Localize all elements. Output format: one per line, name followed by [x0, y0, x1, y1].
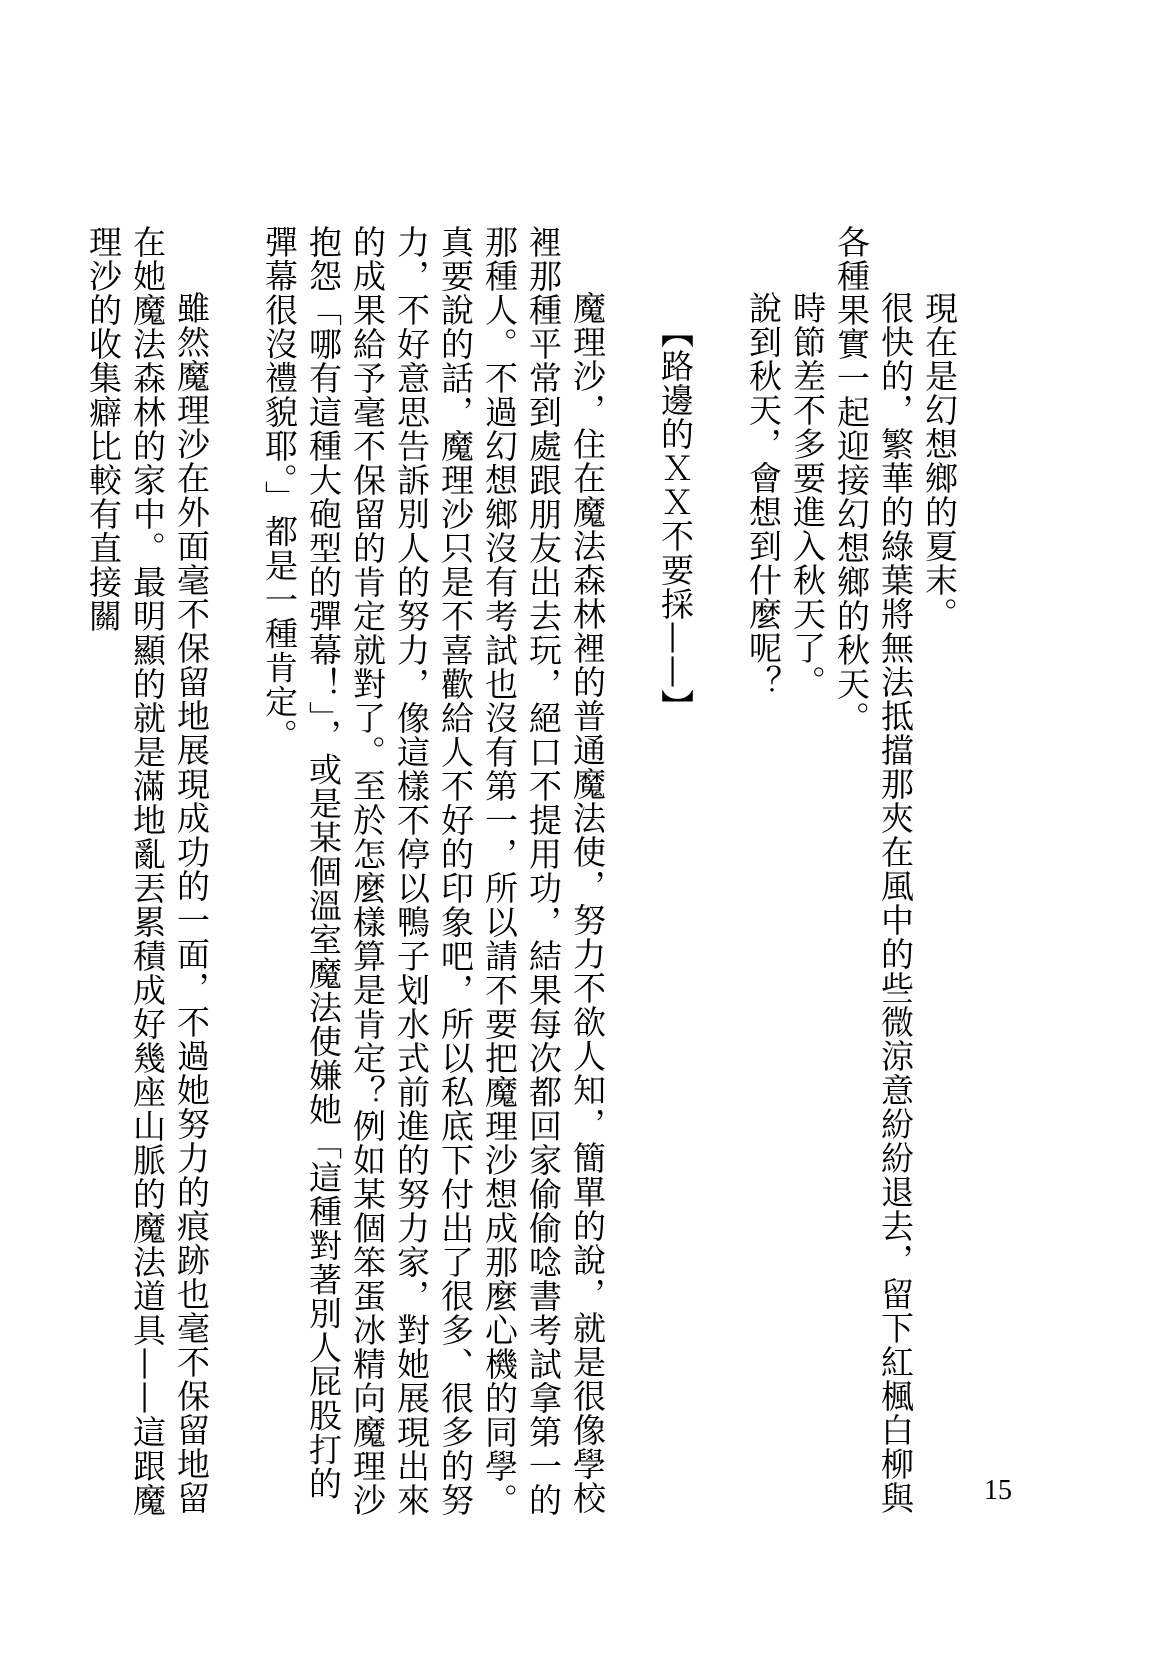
paragraph-summer-end: 現在是幻想鄉的夏末。	[920, 291, 959, 631]
paragraph-marisa-home: 雖然魔理沙在外面毫不保留地展現成功的一面，不過她努力的痕跡也毫不保留地留在她魔法森林的家中。最明顯的就是滿地亂丟累積成好幾座山脈的魔法道具——這跟魔理沙的收集癖比較有直接關	[84, 225, 211, 1517]
section-heading: 【路邊的ＸＸ不要採——】	[656, 315, 695, 723]
page-number: 15	[984, 1475, 1012, 1506]
vertical-text-body	[84, 225, 961, 1525]
paragraph-season-change: 時節差不多要進入秋天了。	[788, 291, 827, 699]
paragraph-autumn-question: 說到秋天，會想到什麼呢？	[744, 291, 783, 699]
paragraph-autumn-approach: 很快的，繁華的綠葉將無法抵擋那夾在風中的些微涼意紛紛退去，留下紅楓白柳與各種果實一起迎接幻想鄉的秋天。	[832, 225, 915, 1515]
paragraph-marisa-intro: 魔理沙，住在魔法森林裡的普通魔法使，努力不欲人知，簡單的說，就是很像學校裡那種平常到處跟朋友出去玩，絕口不提用功，結果每次都回家偷偷唸書考試拿第一的那種人。不過幻想鄉沒有考試也沒有第一，所以請不要把魔理沙想成那麼心機的同學。真要說的話，魔理沙只是不喜歡給人不好的印象吧，所以私底下付出了很多、很多的努力，不好意思告訴別人的努力，像這樣不停以鴨子划水式前進的努力家，對她展現出來的成果給予毫不保留的肯定就對了。至於怎麼樣算是肯定？例如某個笨蛋冰精向魔理沙抱怨「哪有這種大砲型的彈幕！」，或是某個溫室魔法使嫌她「這種對著別人屁股打的彈幕很沒禮貌耶。」都是一種肯定。	[260, 225, 607, 1517]
